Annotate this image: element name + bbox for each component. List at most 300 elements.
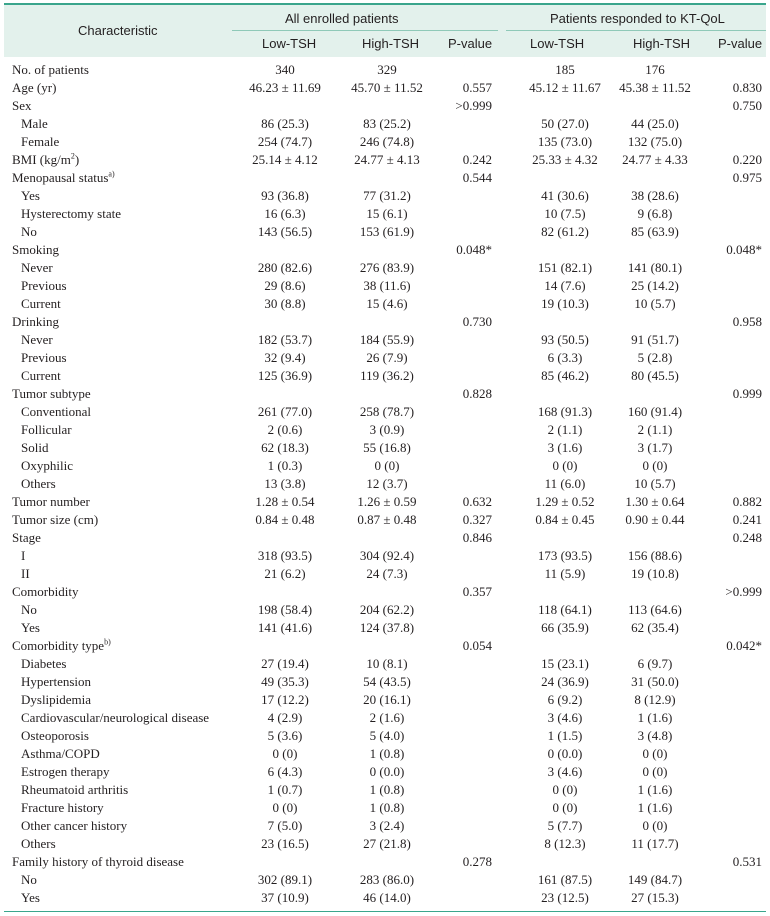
cell-low-tsh-all: 302 (89.1)	[257, 872, 313, 887]
cell-low-tsh-all: 49 (35.3)	[261, 674, 309, 689]
cell-high-tsh-all: 46 (14.0)	[363, 890, 411, 905]
row-label	[12, 385, 91, 403]
row-label-text: Cardiovascular/neurological disease	[21, 710, 210, 725]
table-header	[4, 5, 766, 57]
cell-p-value-all: 0.557	[462, 80, 492, 95]
cell-low-tsh-all: 86 (25.3)	[261, 116, 309, 131]
cell-low-tsh-all: 30 (8.8)	[264, 296, 306, 311]
cell-p-value-kt-qol: 0.241	[732, 512, 762, 527]
row-label	[21, 889, 40, 907]
table-row	[0, 799, 770, 817]
table-row	[0, 385, 770, 403]
cell-low-tsh-kt-qol: 10 (7.5)	[544, 206, 586, 221]
table-row	[0, 547, 770, 565]
cell-high-tsh-kt-qol: 6 (9.7)	[637, 656, 673, 671]
header-low-tsh-2: Low-TSH	[530, 36, 585, 51]
row-label	[21, 367, 61, 385]
cell-p-value-all: 0.544	[462, 170, 492, 185]
table-row	[0, 835, 770, 853]
table-row	[0, 511, 770, 529]
table-row	[0, 349, 770, 367]
header-p-value-1: P-value	[448, 36, 493, 51]
cell-p-value-kt-qol: 0.999	[732, 386, 762, 401]
row-label	[21, 205, 121, 223]
cell-high-tsh-kt-qol: 19 (10.8)	[631, 566, 679, 581]
table-row	[0, 709, 770, 727]
cell-low-tsh-kt-qol: 0.84 ± 0.45	[535, 512, 595, 527]
row-label-text: Yes	[21, 620, 40, 635]
table-row	[0, 781, 770, 799]
table-row	[0, 871, 770, 889]
cell-low-tsh-all: 1.28 ± 0.54	[255, 494, 315, 509]
cell-low-tsh-all: 318 (93.5)	[257, 548, 313, 563]
row-label	[12, 637, 111, 655]
cell-p-value-all: 0.054	[462, 638, 492, 653]
table-row	[0, 277, 770, 295]
cell-high-tsh-kt-qol: 1 (1.6)	[637, 800, 673, 815]
cell-p-value-kt-qol: 0.248	[732, 530, 762, 545]
row-label	[12, 61, 89, 79]
cell-high-tsh-kt-qol: 80 (45.5)	[631, 368, 679, 383]
table-row	[0, 439, 770, 457]
row-label	[12, 493, 90, 511]
row-label-text: Fracture history	[21, 800, 104, 815]
table-row	[0, 421, 770, 439]
row-label	[12, 79, 56, 97]
row-label-text: II	[21, 566, 30, 581]
row-label	[12, 241, 59, 259]
cell-low-tsh-all: 261 (77.0)	[257, 404, 313, 419]
table-row	[0, 151, 770, 169]
row-label	[21, 835, 56, 853]
row-label	[21, 673, 91, 691]
cell-low-tsh-kt-qol: 2 (1.1)	[547, 422, 583, 437]
cell-high-tsh-kt-qol: 44 (25.0)	[631, 116, 679, 131]
table-row	[0, 889, 770, 907]
cell-low-tsh-kt-qol: 173 (93.5)	[537, 548, 593, 563]
cell-low-tsh-kt-qol: 8 (12.3)	[544, 836, 586, 851]
row-label-text: Follicular	[21, 422, 72, 437]
cell-high-tsh-kt-qol: 1 (1.6)	[637, 782, 673, 797]
cell-high-tsh-kt-qol: 8 (12.9)	[634, 692, 676, 707]
cell-p-value-kt-qol: 0.958	[732, 314, 762, 329]
cell-high-tsh-kt-qol: 141 (80.1)	[627, 260, 683, 275]
cell-high-tsh-kt-qol: 1 (1.6)	[637, 710, 673, 725]
table-row	[0, 529, 770, 547]
row-label	[21, 457, 73, 475]
table-row	[0, 115, 770, 133]
cell-low-tsh-all: 4 (2.9)	[267, 710, 303, 725]
row-label-text: Female	[21, 134, 60, 149]
cell-high-tsh-all: 184 (55.9)	[359, 332, 415, 347]
row-label	[12, 511, 98, 529]
table-row	[0, 475, 770, 493]
row-label-text: I	[21, 548, 26, 563]
cell-low-tsh-all: 7 (5.0)	[267, 818, 303, 833]
cell-low-tsh-kt-qol: 1.29 ± 0.52	[535, 494, 595, 509]
row-label	[12, 583, 78, 601]
row-label-text: No	[21, 224, 37, 239]
cell-p-value-kt-qol: 0.042*	[726, 638, 762, 653]
cell-high-tsh-all: 329	[377, 62, 397, 77]
cell-low-tsh-kt-qol: 11 (6.0)	[544, 476, 586, 491]
cell-low-tsh-all: 182 (53.7)	[257, 332, 313, 347]
cell-high-tsh-all: 1 (0.8)	[369, 746, 405, 761]
cell-low-tsh-all: 62 (18.3)	[261, 440, 309, 455]
row-label	[21, 421, 72, 439]
cell-p-value-all: 0.846	[462, 530, 492, 545]
cell-high-tsh-kt-qol: 10 (5.7)	[634, 296, 676, 311]
row-label-text: Others	[21, 476, 56, 491]
row-label-text: No. of patients	[12, 62, 89, 77]
cell-low-tsh-all: 93 (36.8)	[261, 188, 309, 203]
cell-high-tsh-all: 304 (92.4)	[359, 548, 415, 563]
footnote-marker: 2	[70, 151, 75, 161]
cell-high-tsh-all: 1.26 ± 0.59	[357, 494, 417, 509]
cell-low-tsh-kt-qol: 0 (0)	[552, 458, 578, 473]
cell-high-tsh-kt-qol: 149 (84.7)	[627, 872, 683, 887]
row-label	[21, 403, 91, 421]
cell-low-tsh-kt-qol: 19 (10.3)	[541, 296, 589, 311]
header-divider-right	[506, 30, 766, 31]
cell-low-tsh-all: 5 (3.6)	[267, 728, 303, 743]
row-label	[21, 331, 53, 349]
cell-high-tsh-all: 54 (43.5)	[363, 674, 411, 689]
cell-p-value-all: 0.278	[462, 854, 492, 869]
row-label-text: Solid	[21, 440, 49, 455]
row-label	[21, 565, 30, 583]
cell-low-tsh-kt-qol: 3 (4.6)	[547, 710, 583, 725]
table-row	[0, 457, 770, 475]
row-label	[21, 871, 37, 889]
cell-p-value-kt-qol: 0.531	[732, 854, 762, 869]
cell-high-tsh-kt-qol: 176	[645, 62, 665, 77]
row-label	[21, 223, 37, 241]
cell-high-tsh-all: 2 (1.6)	[369, 710, 405, 725]
row-label	[21, 547, 25, 565]
cell-low-tsh-kt-qol: 1 (1.5)	[547, 728, 583, 743]
cell-low-tsh-kt-qol: 93 (50.5)	[541, 332, 589, 347]
cell-low-tsh-all: 32 (9.4)	[264, 350, 306, 365]
table-row	[0, 97, 770, 115]
cell-low-tsh-kt-qol: 5 (7.7)	[547, 818, 583, 833]
row-label-text: BMI (kg/m	[12, 152, 71, 167]
table-row	[0, 691, 770, 709]
cell-high-tsh-all: 276 (83.9)	[359, 260, 415, 275]
cell-high-tsh-kt-qol: 0 (0)	[642, 818, 668, 833]
row-label-text: Drinking	[12, 314, 59, 329]
table-row	[0, 205, 770, 223]
table-row	[0, 403, 770, 421]
row-label-text: Previous	[21, 350, 67, 365]
cell-p-value-all: 0.632	[462, 494, 492, 509]
table-row	[0, 673, 770, 691]
row-label-text: Sex	[12, 98, 32, 113]
cell-low-tsh-all: 46.23 ± 11.69	[249, 80, 321, 95]
cell-low-tsh-all: 0.84 ± 0.48	[255, 512, 315, 527]
cell-p-value-kt-qol: >0.999	[725, 584, 762, 599]
cell-high-tsh-kt-qol: 2 (1.1)	[637, 422, 673, 437]
table-row	[0, 619, 770, 637]
row-label-text: Tumor size (cm)	[12, 512, 99, 527]
row-label-text: Conventional	[21, 404, 92, 419]
cell-low-tsh-all: 6 (4.3)	[267, 764, 303, 779]
row-label-text: Asthma/COPD	[21, 746, 100, 761]
row-label-text: Family history of thyroid disease	[12, 854, 184, 869]
cell-low-tsh-all: 23 (16.5)	[261, 836, 309, 851]
table-row	[0, 259, 770, 277]
row-label-suffix: )	[74, 152, 80, 167]
cell-high-tsh-kt-qol: 91 (51.7)	[631, 332, 679, 347]
row-label-text: Oxyphilic	[21, 458, 73, 473]
cell-high-tsh-all: 3 (2.4)	[369, 818, 405, 833]
cell-high-tsh-kt-qol: 25 (14.2)	[631, 278, 679, 293]
cell-high-tsh-kt-qol: 0 (0)	[642, 458, 668, 473]
cell-high-tsh-all: 153 (61.9)	[359, 224, 415, 239]
cell-high-tsh-all: 5 (4.0)	[369, 728, 405, 743]
row-label-text: Never	[21, 332, 53, 347]
cell-low-tsh-kt-qol: 3 (1.6)	[547, 440, 583, 455]
row-label	[12, 529, 41, 547]
table-row	[0, 169, 770, 187]
cell-low-tsh-all: 125 (36.9)	[257, 368, 313, 383]
cell-p-value-all: 0.828	[462, 386, 492, 401]
row-label	[21, 691, 91, 709]
cell-low-tsh-kt-qol: 11 (5.9)	[544, 566, 586, 581]
cell-low-tsh-kt-qol: 185	[555, 62, 575, 77]
row-label-text: Hypertension	[21, 674, 92, 689]
header-high-tsh-2: High-TSH	[633, 36, 691, 51]
cell-high-tsh-all: 124 (37.8)	[359, 620, 415, 635]
row-label	[21, 475, 56, 493]
table-row	[0, 655, 770, 673]
cell-high-tsh-kt-qol: 156 (88.6)	[627, 548, 683, 563]
row-label	[21, 619, 40, 637]
cell-low-tsh-kt-qol: 23 (12.5)	[541, 890, 589, 905]
row-label	[21, 727, 89, 745]
cell-p-value-kt-qol: 0.830	[732, 80, 762, 95]
cell-low-tsh-kt-qol: 82 (61.2)	[541, 224, 589, 239]
cell-low-tsh-kt-qol: 151 (82.1)	[537, 260, 593, 275]
cell-low-tsh-all: 340	[275, 62, 295, 77]
cell-high-tsh-kt-qol: 10 (5.7)	[634, 476, 676, 491]
row-label-text: Previous	[21, 278, 67, 293]
cell-high-tsh-kt-qol: 0 (0)	[642, 746, 668, 761]
table-row	[0, 601, 770, 619]
row-label	[21, 187, 40, 205]
row-label	[21, 133, 59, 151]
cell-low-tsh-all: 17 (12.2)	[261, 692, 309, 707]
cell-low-tsh-kt-qol: 85 (46.2)	[541, 368, 589, 383]
row-label-text: Yes	[21, 890, 40, 905]
cell-high-tsh-kt-qol: 11 (17.7)	[631, 836, 679, 851]
table-row	[0, 853, 770, 871]
row-label	[21, 439, 48, 457]
cell-high-tsh-kt-qol: 160 (91.4)	[627, 404, 683, 419]
cell-high-tsh-all: 77 (31.2)	[363, 188, 411, 203]
cell-low-tsh-all: 198 (58.4)	[257, 602, 313, 617]
header-high-tsh-1: High-TSH	[362, 36, 420, 51]
bottom-rule	[4, 911, 766, 912]
table-row	[0, 637, 770, 655]
header-characteristic: Characteristic	[78, 23, 158, 38]
cell-low-tsh-all: 25.14 ± 4.12	[252, 152, 318, 167]
row-label	[21, 799, 104, 817]
cell-low-tsh-kt-qol: 0 (0)	[552, 782, 578, 797]
cell-p-value-all: 0.048*	[456, 242, 492, 257]
cell-high-tsh-all: 24.77 ± 4.13	[354, 152, 420, 167]
cell-high-tsh-all: 1 (0.8)	[369, 782, 405, 797]
cell-p-value-all: 0.327	[462, 512, 492, 527]
row-label-text: Current	[21, 296, 61, 311]
cell-high-tsh-all: 119 (36.2)	[360, 368, 414, 383]
header-p-value-2: P-value	[718, 36, 763, 51]
cell-high-tsh-all: 0 (0.0)	[369, 764, 405, 779]
cell-low-tsh-kt-qol: 14 (7.6)	[544, 278, 586, 293]
cell-low-tsh-kt-qol: 118 (64.1)	[538, 602, 592, 617]
cell-p-value-kt-qol: 0.048*	[726, 242, 762, 257]
cell-high-tsh-kt-qol: 113 (64.6)	[628, 602, 682, 617]
cell-low-tsh-all: 2 (0.6)	[267, 422, 303, 437]
table-row	[0, 331, 770, 349]
cell-high-tsh-all: 1 (0.8)	[369, 800, 405, 815]
row-label	[21, 295, 61, 313]
cell-high-tsh-all: 55 (16.8)	[363, 440, 411, 455]
cell-high-tsh-all: 38 (11.6)	[363, 278, 411, 293]
cell-high-tsh-all: 10 (8.1)	[366, 656, 408, 671]
row-label	[12, 97, 32, 115]
cell-high-tsh-kt-qol: 3 (1.7)	[637, 440, 673, 455]
cell-high-tsh-kt-qol: 1.30 ± 0.64	[625, 494, 685, 509]
row-label-text: Stage	[12, 530, 41, 545]
row-label	[21, 115, 48, 133]
cell-low-tsh-all: 13 (3.8)	[264, 476, 306, 491]
cell-high-tsh-kt-qol: 0 (0)	[642, 764, 668, 779]
table-row	[0, 241, 770, 259]
row-label-text: No	[21, 602, 37, 617]
cell-low-tsh-all: 254 (74.7)	[257, 134, 313, 149]
table-row	[0, 745, 770, 763]
cell-high-tsh-kt-qol: 85 (63.9)	[631, 224, 679, 239]
cell-low-tsh-all: 141 (41.6)	[257, 620, 313, 635]
cell-low-tsh-all: 143 (56.5)	[257, 224, 313, 239]
table-row	[0, 223, 770, 241]
cell-low-tsh-all: 29 (8.6)	[264, 278, 306, 293]
row-label	[21, 709, 209, 727]
row-label-text: Others	[21, 836, 56, 851]
cell-low-tsh-all: 0 (0)	[272, 800, 298, 815]
cell-high-tsh-kt-qol: 5 (2.8)	[637, 350, 673, 365]
header-divider-left	[232, 30, 498, 31]
table-row	[0, 187, 770, 205]
row-label-text: Tumor number	[12, 494, 90, 509]
cell-low-tsh-kt-qol: 0 (0)	[552, 800, 578, 815]
row-label-text: No	[21, 872, 37, 887]
cell-high-tsh-kt-qol: 38 (28.6)	[631, 188, 679, 203]
table-row	[0, 763, 770, 781]
cell-high-tsh-all: 26 (7.9)	[366, 350, 408, 365]
row-label	[12, 313, 59, 331]
cell-high-tsh-all: 83 (25.2)	[363, 116, 411, 131]
cell-p-value-all: >0.999	[455, 98, 492, 113]
cell-high-tsh-kt-qol: 45.38 ± 11.52	[619, 80, 691, 95]
cell-low-tsh-kt-qol: 25.33 ± 4.32	[532, 152, 598, 167]
row-label-text: Tumor subtype	[12, 386, 91, 401]
footnote-marker: a)	[108, 169, 115, 179]
cell-high-tsh-all: 12 (3.7)	[366, 476, 408, 491]
header-group-all: All enrolled patients	[285, 11, 399, 26]
cell-low-tsh-kt-qol: 6 (3.3)	[547, 350, 583, 365]
table-row	[0, 61, 770, 79]
row-label-text: Other cancer history	[21, 818, 128, 833]
cell-p-value-kt-qol: 0.750	[732, 98, 762, 113]
row-label-text: Comorbidity	[12, 584, 79, 599]
row-label-text: Current	[21, 368, 61, 383]
cell-high-tsh-kt-qol: 24.77 ± 4.33	[622, 152, 688, 167]
row-label-text: Comorbidity type	[12, 638, 105, 653]
row-label-text: Yes	[21, 188, 40, 203]
cell-low-tsh-all: 37 (10.9)	[261, 890, 309, 905]
cell-high-tsh-kt-qol: 27 (15.3)	[631, 890, 679, 905]
cell-high-tsh-all: 283 (86.0)	[359, 872, 415, 887]
row-label-text: Male	[21, 116, 48, 131]
table-row	[0, 727, 770, 745]
cell-high-tsh-kt-qol: 3 (4.8)	[637, 728, 673, 743]
cell-high-tsh-all: 27 (21.8)	[363, 836, 411, 851]
cell-high-tsh-all: 15 (6.1)	[366, 206, 408, 221]
cell-low-tsh-all: 280 (82.6)	[257, 260, 313, 275]
cell-high-tsh-kt-qol: 9 (6.8)	[637, 206, 673, 221]
cell-p-value-kt-qol: 0.220	[732, 152, 762, 167]
cell-low-tsh-kt-qol: 168 (91.3)	[537, 404, 593, 419]
row-label-text: Hysterectomy state	[21, 206, 121, 221]
table-row	[0, 79, 770, 97]
cell-high-tsh-kt-qol: 31 (50.0)	[631, 674, 679, 689]
row-label	[21, 781, 128, 799]
cell-p-value-kt-qol: 0.975	[732, 170, 762, 185]
row-label	[21, 601, 37, 619]
row-label-text: Smoking	[12, 242, 59, 257]
table-row	[0, 583, 770, 601]
cell-low-tsh-kt-qol: 41 (30.6)	[541, 188, 589, 203]
row-label	[21, 763, 109, 781]
cell-low-tsh-all: 1 (0.3)	[267, 458, 303, 473]
cell-low-tsh-kt-qol: 66 (35.9)	[541, 620, 589, 635]
cell-p-value-all: 0.357	[462, 584, 492, 599]
row-label	[12, 853, 184, 871]
cell-high-tsh-all: 246 (74.8)	[359, 134, 415, 149]
row-label	[21, 259, 53, 277]
header-group-responded: Patients responded to KT-QoL	[550, 11, 725, 26]
row-label-text: Osteoporosis	[21, 728, 89, 743]
cell-p-value-all: 0.730	[462, 314, 492, 329]
cell-low-tsh-kt-qol: 15 (23.1)	[541, 656, 589, 671]
cell-p-value-kt-qol: 0.882	[732, 494, 762, 509]
cell-high-tsh-all: 15 (4.6)	[366, 296, 408, 311]
cell-high-tsh-all: 204 (62.2)	[359, 602, 415, 617]
row-label	[12, 169, 115, 187]
cell-low-tsh-all: 21 (6.2)	[264, 566, 306, 581]
cell-p-value-all: 0.242	[462, 152, 492, 167]
cell-low-tsh-kt-qol: 45.12 ± 11.67	[529, 80, 601, 95]
cell-low-tsh-all: 1 (0.7)	[267, 782, 303, 797]
cell-high-tsh-all: 258 (78.7)	[359, 404, 415, 419]
cell-low-tsh-kt-qol: 50 (27.0)	[541, 116, 589, 131]
table-row	[0, 295, 770, 313]
row-label-text: Dyslipidemia	[21, 692, 92, 707]
row-label	[21, 817, 127, 835]
row-label	[21, 745, 100, 763]
